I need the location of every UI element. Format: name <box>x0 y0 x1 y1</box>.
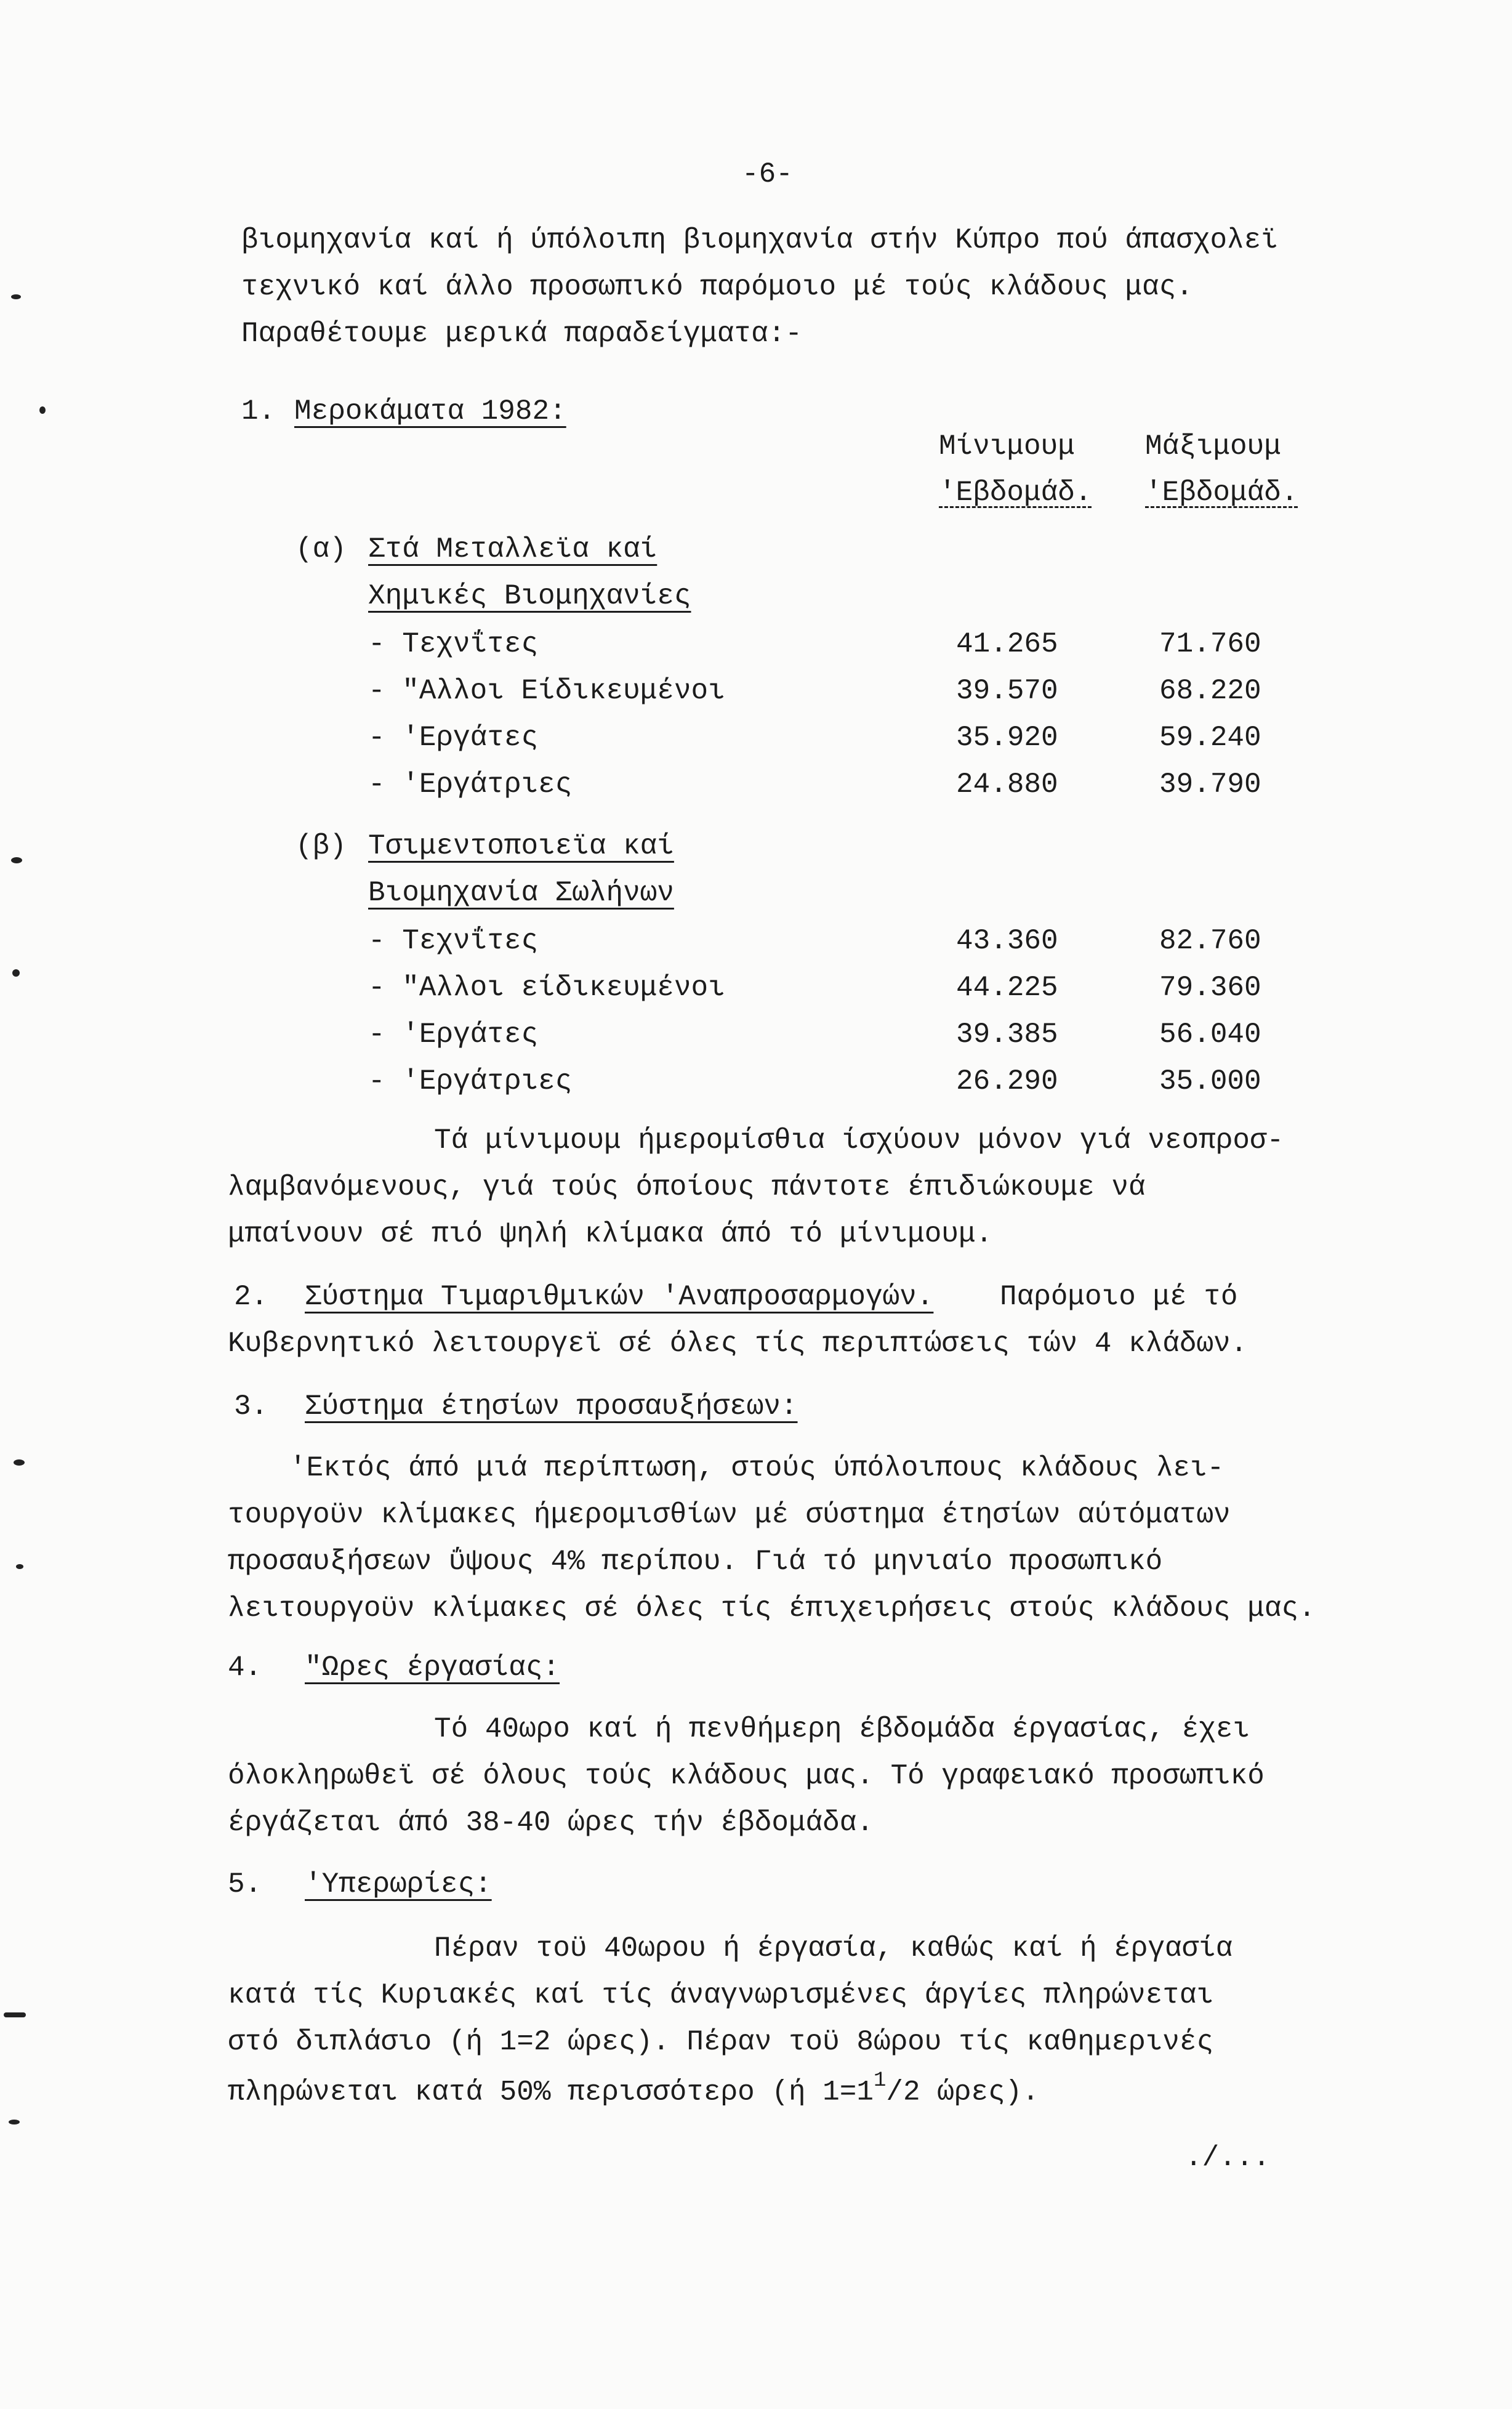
section-number: 3. <box>234 1390 268 1422</box>
scan-speck <box>16 1564 23 1569</box>
wage-min-value: 35.920 <box>956 722 1058 754</box>
section-title: Σύστημα Τιμαριθμικών 'Αναπροσαρμογών. <box>305 1281 934 1313</box>
wage-max-value: 79.360 <box>1159 972 1261 1004</box>
wage-min-value: 44.225 <box>956 972 1058 1004</box>
wage-min-value: 39.570 <box>956 675 1058 707</box>
wage-min-value: 39.385 <box>956 1019 1058 1051</box>
section-title: "Ωρες έργασίας: <box>305 1652 560 1684</box>
note-line: μπαίνουν σέ πιό ψηλή κλίμακα άπό τό μίνιμουμ. <box>228 1218 993 1250</box>
section-text: Παρόμοιο μέ τό <box>1000 1281 1238 1313</box>
wage-max-value: 59.240 <box>1159 722 1261 754</box>
section-number: 1. <box>241 395 276 427</box>
group-title: Βιομηχανία Σωλήνων <box>368 877 674 909</box>
wage-max-value: 56.040 <box>1159 1019 1261 1051</box>
section-text: όλοκληρωθεϊ σέ όλους τούς κλάδους μας. Τό γραφειακό προσωπικό <box>228 1760 1265 1792</box>
wage-max-value: 71.760 <box>1159 628 1261 660</box>
intro-line: βιομηχανία καί ή ύπόλοιπη βιομηχανία στήν Κύπρο πού άπασχολεϊ <box>241 224 1278 256</box>
section-number: 5. <box>228 1868 262 1900</box>
section-text: 'Εκτός άπό μιά περίπτωση, στούς ύπόλοιπους κλάδους λει- <box>289 1452 1224 1484</box>
group-title: Χημικές Βιομηχανίες <box>368 580 691 612</box>
column-header-max: Μάξιμουμ <box>1145 430 1281 462</box>
wage-max-value: 82.760 <box>1159 925 1261 957</box>
section-number: 4. <box>228 1652 262 1684</box>
section-text: λειτουργοϋν κλίμακες σέ όλες τίς έπιχειρήσεις στούς κλάδους μας. <box>228 1592 1316 1624</box>
group-title: Τσιμεντοποιεϊα καί <box>368 830 674 862</box>
wage-min-value: 24.880 <box>956 769 1058 801</box>
column-header-min: Μίνιμουμ <box>939 430 1075 462</box>
section-text <box>228 2069 1039 2110</box>
group-title: Στά Μεταλλεϊα καί <box>368 533 657 565</box>
wage-row-name: - 'Εργάτες <box>368 1019 539 1051</box>
section-text-part: /2 ώρες). <box>886 2076 1039 2108</box>
section-text: έργάζεται άπό 38-40 ώρες τήν έβδομάδα. <box>228 1807 874 1839</box>
wage-row-name: - 'Εργάτες <box>368 722 539 754</box>
wage-row-name: - "Αλλοι είδικευμένοι <box>368 972 725 1004</box>
scan-speck <box>11 857 22 863</box>
section-title: Σύστημα έτησίων προσαυξήσεων: <box>305 1390 798 1422</box>
scan-speck <box>9 2120 20 2125</box>
wage-row-name: - "Αλλοι Είδικευμένοι <box>368 675 725 707</box>
scan-speck <box>14 1459 25 1466</box>
group-label: (α) <box>296 533 347 565</box>
wage-min-value: 26.290 <box>956 1065 1058 1097</box>
wage-max-value: 35.000 <box>1159 1065 1261 1097</box>
wage-min-value: 41.265 <box>956 628 1058 660</box>
wage-max-value: 39.790 <box>1159 769 1261 801</box>
scan-speck <box>39 406 46 414</box>
section-title: 'Υπερωρίες: <box>305 1868 492 1900</box>
scan-speck <box>4 2012 26 2017</box>
section-text: Τό 40ωρο καί ή πενθήμερη έβδομάδα έργασίας, έχει <box>434 1713 1250 1745</box>
superscript: 1 <box>873 2069 887 2092</box>
column-subheader-min: 'Εβδομάδ. <box>939 477 1092 509</box>
note-line: λαμβανόμενους, γιά τούς όποίους πάντοτε έπιδιώκουμε νά <box>228 1171 1146 1203</box>
section-text: κατά τίς Κυριακές καί τίς άναγνωρισμένες άργίες πληρώνεται <box>228 1979 1214 2011</box>
section-text: στό διπλάσιο (ή 1=2 ώρες). Πέραν τοϋ 8ώρου τίς καθημερινές <box>228 2026 1214 2058</box>
wage-min-value: 43.360 <box>956 925 1058 957</box>
note-line: Τά μίνιμουμ ήμερομίσθια ίσχύουν μόνον γιά νεοπροσ- <box>434 1124 1284 1156</box>
scan-speck <box>12 969 20 977</box>
wage-row-name: - 'Εργάτριες <box>368 769 573 801</box>
section-title: Μεροκάματα 1982: <box>294 395 566 427</box>
wage-row-name: - Τεχνΐτες <box>368 628 539 660</box>
scan-speck <box>11 294 21 299</box>
intro-line: τεχνικό καί άλλο προσωπικό παρόμοιο μέ τούς κλάδους μας. <box>241 271 1193 303</box>
wage-max-value: 68.220 <box>1159 675 1261 707</box>
page-number: -6- <box>742 158 793 190</box>
column-subheader-max: 'Εβδομάδ. <box>1145 477 1298 509</box>
wage-row-name: - Τεχνΐτες <box>368 925 539 957</box>
section-number: 2. <box>234 1281 268 1313</box>
section-text: τουργοϋν κλίμακες ήμερομισθίων μέ σύστημα έτησίων αύτόματων <box>228 1499 1231 1531</box>
intro-line: Παραθέτουμε μερικά παραδείγματα:- <box>241 318 802 350</box>
section-text: Κυβερνητικό λειτουργεϊ σέ όλες τίς περιπτώσεις τών 4 κλάδων. <box>228 1328 1248 1360</box>
continuation-marker: ./... <box>1185 2142 1271 2174</box>
section-text: Πέραν τοϋ 40ωρου ή έργασία, καθώς καί ή έργασία <box>434 1932 1233 1964</box>
wage-row-name: - 'Εργάτριες <box>368 1065 573 1097</box>
section-text: προσαυξήσεων ΰψους 4% περίπου. Γιά τό μηνιαίο προσωπικό <box>228 1546 1163 1578</box>
section-text-part: πληρώνεται κατά 50% περισσότερο (ή 1=1 <box>228 2076 874 2108</box>
group-label: (β) <box>296 830 347 862</box>
